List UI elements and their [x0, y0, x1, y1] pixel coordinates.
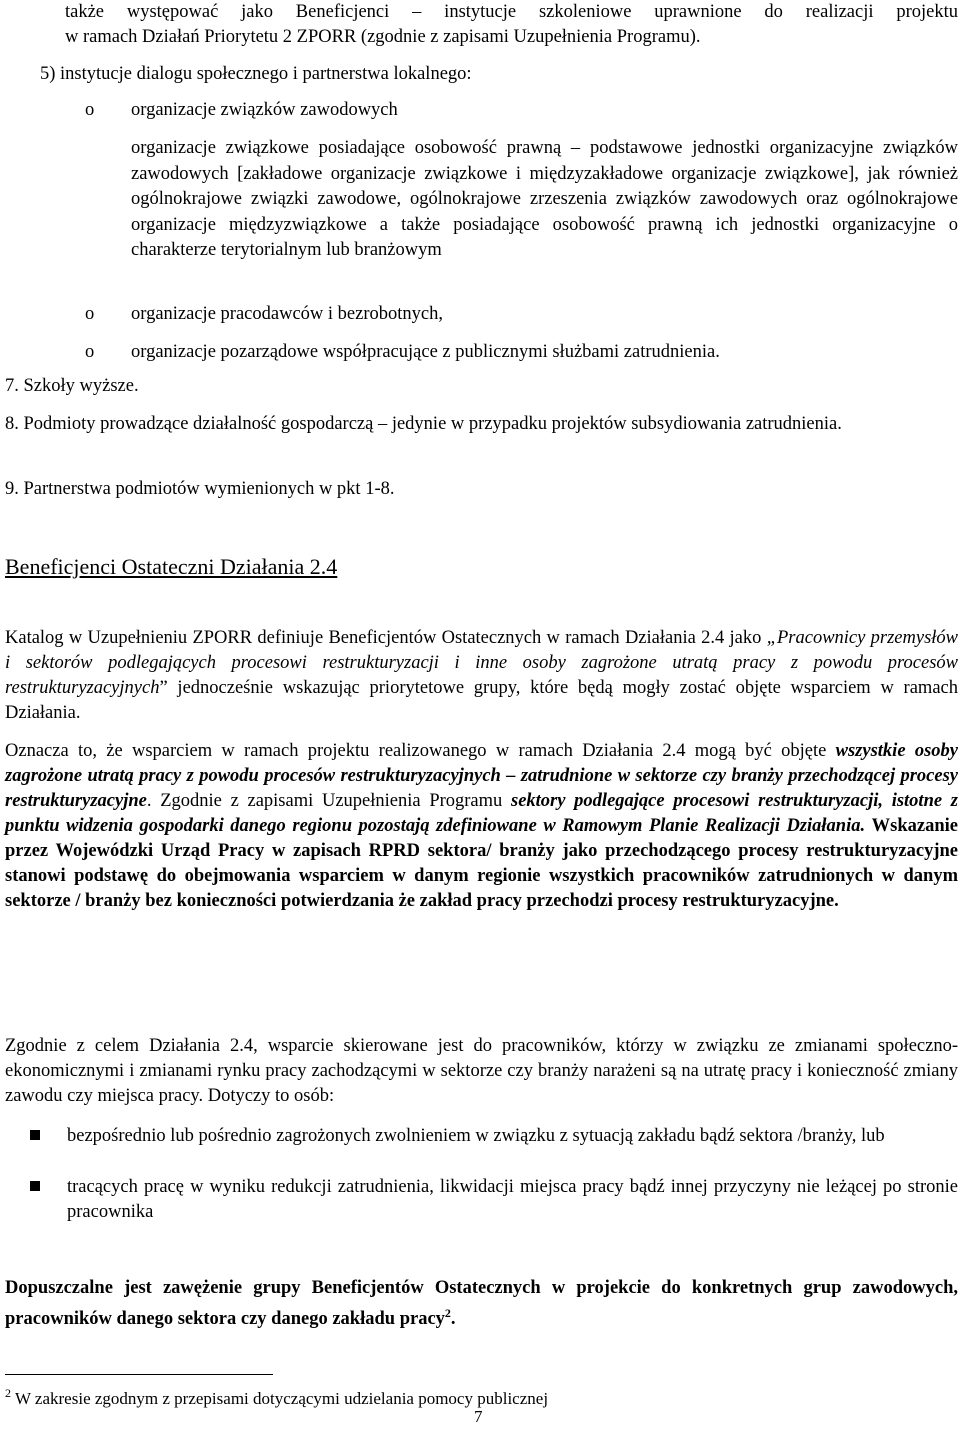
sub-item-employers: organizacje pracodawców i bezrobotnych, — [131, 304, 443, 324]
paragraph-goal: Zgodnie z celem Działania 2.4, wsparcie skierowane jest do pracowników, którzy w związku ze zmianami społeczno- ekonomicznymi i zmianami rynku pracy zachodzącymi w sektorze czy branży narażeni są na utratę pracy i konieczność zmiany zawodu czy miejsca pracy. Dotyczy to osób: — [5, 1036, 958, 1106]
paragraph-meaning-text-2: . Zgodnie z zapisami Uzupełnienia Programu — [146, 791, 511, 811]
paragraph-catalog — [5, 626, 958, 726]
paragraph-meaning-text: Oznacza to, że wsparciem w ramach projektu realizowanego w ramach Działania 2.4 mogą być objęte — [5, 741, 836, 761]
circle-bullet: o — [85, 100, 95, 120]
paragraph-narrowing — [5, 1276, 958, 1332]
item-9: 9. Partnerstwa podmiotów wymienionych w pkt 1-8. — [5, 479, 395, 499]
paragraph-narrowing-text: Dopuszczalne jest zawężenie grupy Beneficjentów Ostatecznych w projekcie do konkretnych grup zawodowych, pracowników danego sektora czy danego zakładu pracy — [5, 1278, 958, 1329]
circle-bullet: o — [85, 304, 95, 324]
page-number: 7 — [474, 1407, 483, 1426]
bullet-item-1: bezpośrednio lub pośrednio zagrożonych zwolnieniem w związku z sytuacją zakładu bądź sektora /branży, lub — [67, 1126, 885, 1146]
footnote-separator — [5, 1374, 273, 1375]
emphasis-indication: Wskazanie przez Wojewódzki Urząd Pracy w zapisach RPRD sektora/ branży jako przechodzącego procesy restrukturyzacyjne stanowi podstawę do obejmowania wsparciem w danym regionie wszystkich pracowników zatrudnionych w danym sektorze / branży bez konieczności potwierdzania że zakład pracy przechodzi procesy restrukturyzacyjne. — [5, 816, 958, 911]
intro-line-1: także występować jako Beneficjenci – instytucje szkoleniowe uprawnione do realizacji projektu — [65, 2, 958, 22]
footnote-text: W zakresie zgodnym z przepisami dotyczącymi udzielania pomocy publicznej — [11, 1389, 549, 1408]
footnote-reference[interactable]: 2 — [444, 1306, 451, 1320]
section-heading: Beneficjenci Ostateczni Działania 2.4 — [5, 554, 338, 579]
square-bullet — [30, 1181, 40, 1191]
footnote-number: 2 — [5, 1386, 11, 1400]
trade-unions-description: organizacje związkowe posiadające osobowość prawną – podstawowe jednostki organizacyjne związków zawodowych [zakładowe organizacje związkowe i międzyzakładowe organizacje związkowe], jak również ogólnokrajowe związki zawodowe, ogólnokrajowe zrzeszenia związków zawodowych oraz ogólnokrajowe organizacje międzyzwiązkowe a także posiadające osobowość prawną ich jednostki organizacyjne o charakterze terytorialnym lub branżowym — [131, 138, 958, 261]
paragraph-narrowing-end: . — [450, 1309, 456, 1329]
paragraph-catalog-text: Katalog w Uzupełnieniu ZPORR definiuje Beneficjentów Ostatecznych w ramach Działania 2.4 jako — [5, 628, 767, 648]
intro-paragraph — [65, 0, 958, 50]
sub-item-trade-unions: organizacje związków zawodowych — [131, 100, 398, 120]
item-7: 7. Szkoły wyższe. — [5, 376, 139, 396]
footnote — [5, 1381, 548, 1411]
intro-line-2: w ramach Działań Priorytetu 2 ZPORR (zgodnie z zapisami Uzupełnienia Programu). — [65, 27, 701, 47]
item-8: 8. Podmioty prowadzące działalność gospodarczą – jedynie w przypadku projektów subsydiowania zatrudnienia. — [5, 414, 842, 434]
emphasis-sectors: sektory podlegające procesowi restrukturyzacji, istotne z punktu widzenia gospodarki danego regionu pozostają zdefiniowane w Ramowym Planie Realizacji Działania. — [5, 791, 958, 836]
item-5-title: 5) instytucje dialogu społecznego i partnerstwa lokalnego: — [40, 64, 472, 84]
paragraph-catalog-text-end: ” jednocześnie wskazując priorytetowe grupy, które będą mogły zostać objęte wsparciem w ramach Działania. — [5, 678, 958, 723]
sub-item-ngos: organizacje pozarządowe współpracujące z publicznymi służbami zatrudnienia. — [131, 342, 720, 362]
quoted-definition: „Pracownicy przemysłów i sektorów podlegających procesowi restrukturyzacji i inne osoby zagrożone utratą pracy z powodu procesów restrukturyzacyjnych — [5, 628, 958, 698]
emphasis-eligible-persons: wszystkie osoby zagrożone utratą pracy z powodu procesów restrukturyzacyjnych – zatrudnione w sektorze czy branży przechodzącej procesy restrukturyzacyjne — [5, 741, 958, 811]
bullet-item-2: tracących pracę w wyniku redukcji zatrudnienia, likwidacji miejsca pracy bądź innej przyczyny nie leżącej po stronie pracownika — [67, 1177, 958, 1222]
circle-bullet: o — [85, 342, 95, 362]
square-bullet — [30, 1130, 40, 1140]
paragraph-meaning — [5, 739, 958, 914]
